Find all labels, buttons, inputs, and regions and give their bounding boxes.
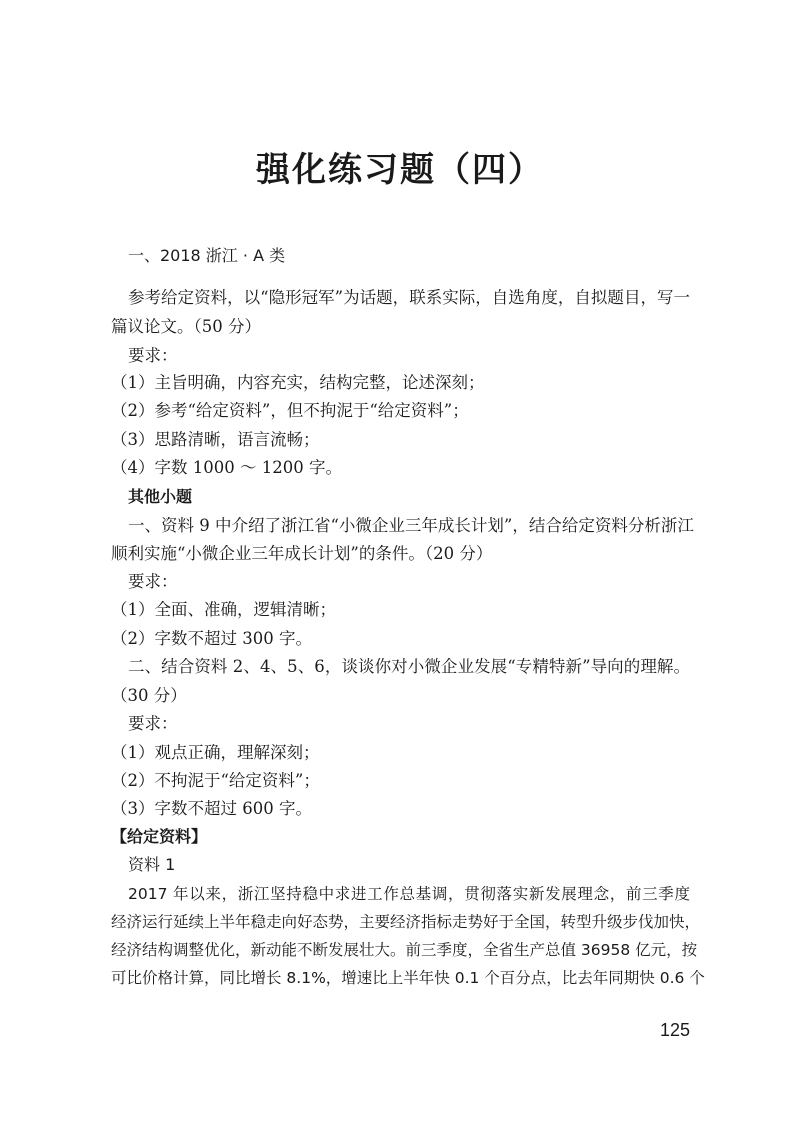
requirement-item: （1）主旨明确，内容充实，结构完整，论述深刻； [111, 373, 485, 392]
question-1-line-2: 顺利实施“小微企业三年成长计划”的条件。（20 分） [111, 544, 493, 563]
material-1-paragraph-line: 经济运行延续上半年稳走向好态势，主要经济指标走势好于全国，转型升级步伐加快， [111, 913, 701, 931]
question-1-line-1: 一、资料 9 中介绍了浙江省“小微企业三年成长计划”，结合给定资料分析浙江 [128, 516, 694, 535]
section-heading-2018-zhejiang: 一、2018 浙江 · A 类 [128, 246, 286, 265]
requirements-label: 要求： [128, 572, 178, 591]
requirement-item: （1）全面、准确，逻辑清晰； [111, 600, 336, 619]
other-questions-heading: 其他小题 [128, 487, 193, 506]
requirement-item: （3）字数不超过 600 字。 [111, 799, 312, 818]
essay-prompt-line-2: 篇议论文。（50 分） [111, 317, 261, 336]
material-1-paragraph-line: 经济结构调整优化，新动能不断发展壮大。前三季度，全省生产总值 36958 亿元，按 [111, 941, 698, 959]
question-2-line-1: 二、结合资料 2、4、5、6，谈谈你对小微企业发展“专精特新”导向的理解。 [128, 657, 690, 676]
requirement-item: （2）参考“给定资料”，但不拘泥于“给定资料”； [111, 401, 469, 420]
requirement-item: （1）观点正确，理解深刻； [111, 743, 320, 762]
material-1-paragraph-line: 可比价格计算，同比增长 8.1%，增速比上半年快 0.1 个百分点，比去年同期快 0.6 个 [111, 969, 705, 987]
requirements-label: 要求： [128, 346, 178, 365]
material-1-paragraph-line: 2017 年以来，浙江坚持稳中求进工作总基调，贯彻落实新发展理念，前三季度 [128, 885, 690, 903]
material-1-label: 资料 1 [128, 855, 176, 874]
requirement-item: （3）思路清晰，语言流畅； [111, 430, 320, 449]
given-materials-heading: 【给定资料】 [111, 827, 208, 846]
requirement-item: （4）字数 1000 ～ 1200 字。 [111, 458, 342, 477]
essay-prompt-line-1: 参考给定资料，以“隐形冠军”为话题，联系实际，自选角度，自拟题目，写一 [128, 288, 690, 307]
question-2-line-2: （30 分） [111, 686, 187, 705]
page-number: 125 [659, 1020, 690, 1040]
page-title: 强化练习题（四） [256, 150, 544, 190]
requirements-label: 要求： [128, 714, 178, 733]
requirement-item: （2）不拘泥于“给定资料”； [111, 771, 320, 790]
requirement-item: （2）字数不超过 300 字。 [111, 629, 312, 648]
